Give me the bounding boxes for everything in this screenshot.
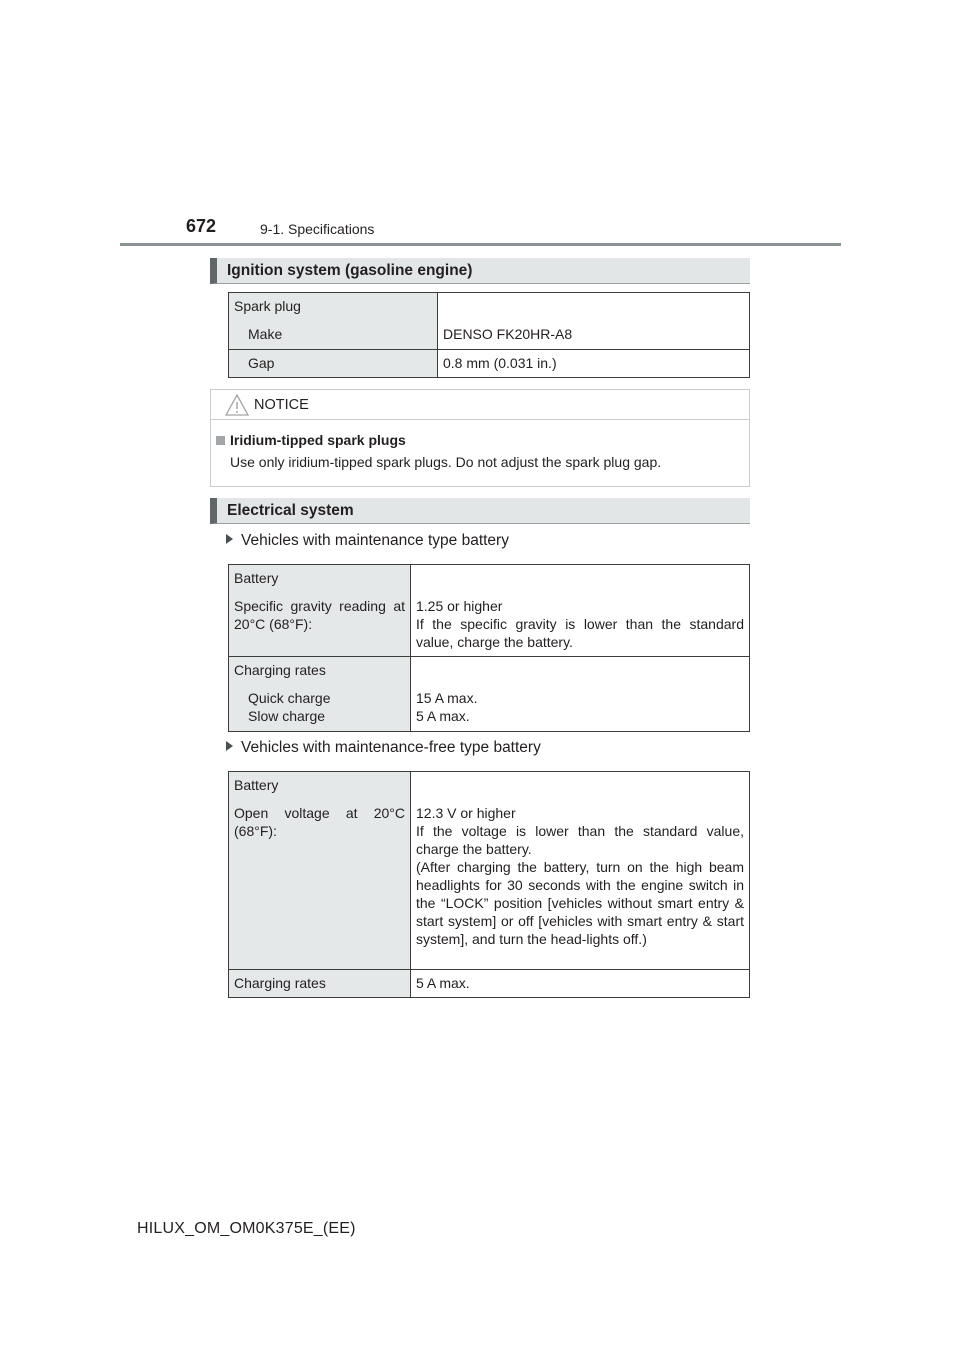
notice-body: Use only iridium-tipped spark plugs. Do not adjust the spark plug gap. <box>230 454 662 470</box>
free-table <box>228 771 750 998</box>
ignition-heading <box>210 258 750 284</box>
page-number: 672 <box>186 216 217 236</box>
notice-subtitle: Iridium-tipped spark plugs <box>230 432 406 448</box>
header-rule <box>120 243 841 246</box>
square-bullet-icon <box>216 436 225 445</box>
gravity-value: 1.25 or higher <box>416 598 503 614</box>
battery-label: Battery <box>234 570 279 586</box>
free-battery-label-cell <box>229 772 411 970</box>
make-label: Make <box>248 326 283 342</box>
gravity-label: Specific gravity reading at 20°C (68°F): <box>234 598 405 632</box>
gap-value: 0.8 mm (0.031 in.) <box>443 355 557 371</box>
spark-plug-cell <box>229 293 438 350</box>
slow-charge-value: 5 A max. <box>416 708 470 724</box>
free-charging-label-cell <box>229 970 411 998</box>
maint-charging-label-cell <box>229 657 411 732</box>
voltage-paren-note: (After charging the battery, turn on the high beam headlights for 30 seconds with the engine switch in the “LOCK” position [vehicles without smart entry & start system] or off [vehicles with smart entry & start system], and turn the head-lights off.) <box>416 859 744 947</box>
table-row <box>229 565 750 657</box>
charging-rates-label: Charging rates <box>234 662 326 678</box>
make-value: DENSO FK20HR-A8 <box>443 326 573 342</box>
table-row <box>229 657 750 732</box>
battery-label: Battery <box>234 777 279 793</box>
electrical-heading <box>210 498 750 524</box>
gap-label: Gap <box>248 355 275 371</box>
voltage-note: If the voltage is lower than the standard value, charge the battery. <box>416 823 744 857</box>
quick-charge-value: 15 A max. <box>416 690 478 706</box>
slow-charge-label: Slow charge <box>248 708 326 724</box>
electrical-heading-text: Electrical system <box>227 502 354 519</box>
charging-rates-label: Charging rates <box>234 975 326 991</box>
maint-bullet-text: Vehicles with maintenance type battery <box>241 532 509 549</box>
make-value-cell <box>438 293 750 350</box>
maint-battery-label-cell <box>229 565 411 657</box>
free-battery-value-cell <box>411 772 750 970</box>
maint-table <box>228 564 750 732</box>
table-row <box>229 772 750 970</box>
spark-plug-label: Spark plug <box>234 298 301 314</box>
table-row <box>229 350 750 378</box>
triangle-bullet-icon <box>226 534 233 544</box>
maint-bullet <box>226 532 509 550</box>
free-bullet-text: Vehicles with maintenance-free type battery <box>241 739 541 756</box>
free-bullet <box>226 739 541 757</box>
table-row <box>229 293 750 350</box>
charging-rates-value: 5 A max. <box>416 975 470 991</box>
notice-title: NOTICE <box>254 397 309 413</box>
voltage-value: 12.3 V or higher <box>416 805 516 821</box>
triangle-bullet-icon <box>226 741 233 751</box>
quick-charge-label: Quick charge <box>248 690 331 706</box>
section-title: 9-1. Specifications <box>260 221 375 237</box>
voltage-label: Open voltage at 20°C (68°F): <box>234 805 405 839</box>
notice-header <box>211 390 749 420</box>
maint-battery-value-cell <box>411 565 750 657</box>
gap-value-cell <box>438 350 750 378</box>
gap-label-cell <box>229 350 438 378</box>
warning-icon <box>225 394 249 416</box>
maint-charging-value-cell <box>411 657 750 732</box>
ignition-heading-text: Ignition system (gasoline engine) <box>227 262 473 279</box>
free-charging-value-cell <box>411 970 750 998</box>
gravity-note: If the specific gravity is lower than the standard value, charge the battery. <box>416 616 744 650</box>
table-row <box>229 970 750 998</box>
notice-box <box>210 389 750 487</box>
ignition-table <box>228 292 750 378</box>
footer-code: HILUX_OM_OM0K375E_(EE) <box>137 1220 356 1237</box>
